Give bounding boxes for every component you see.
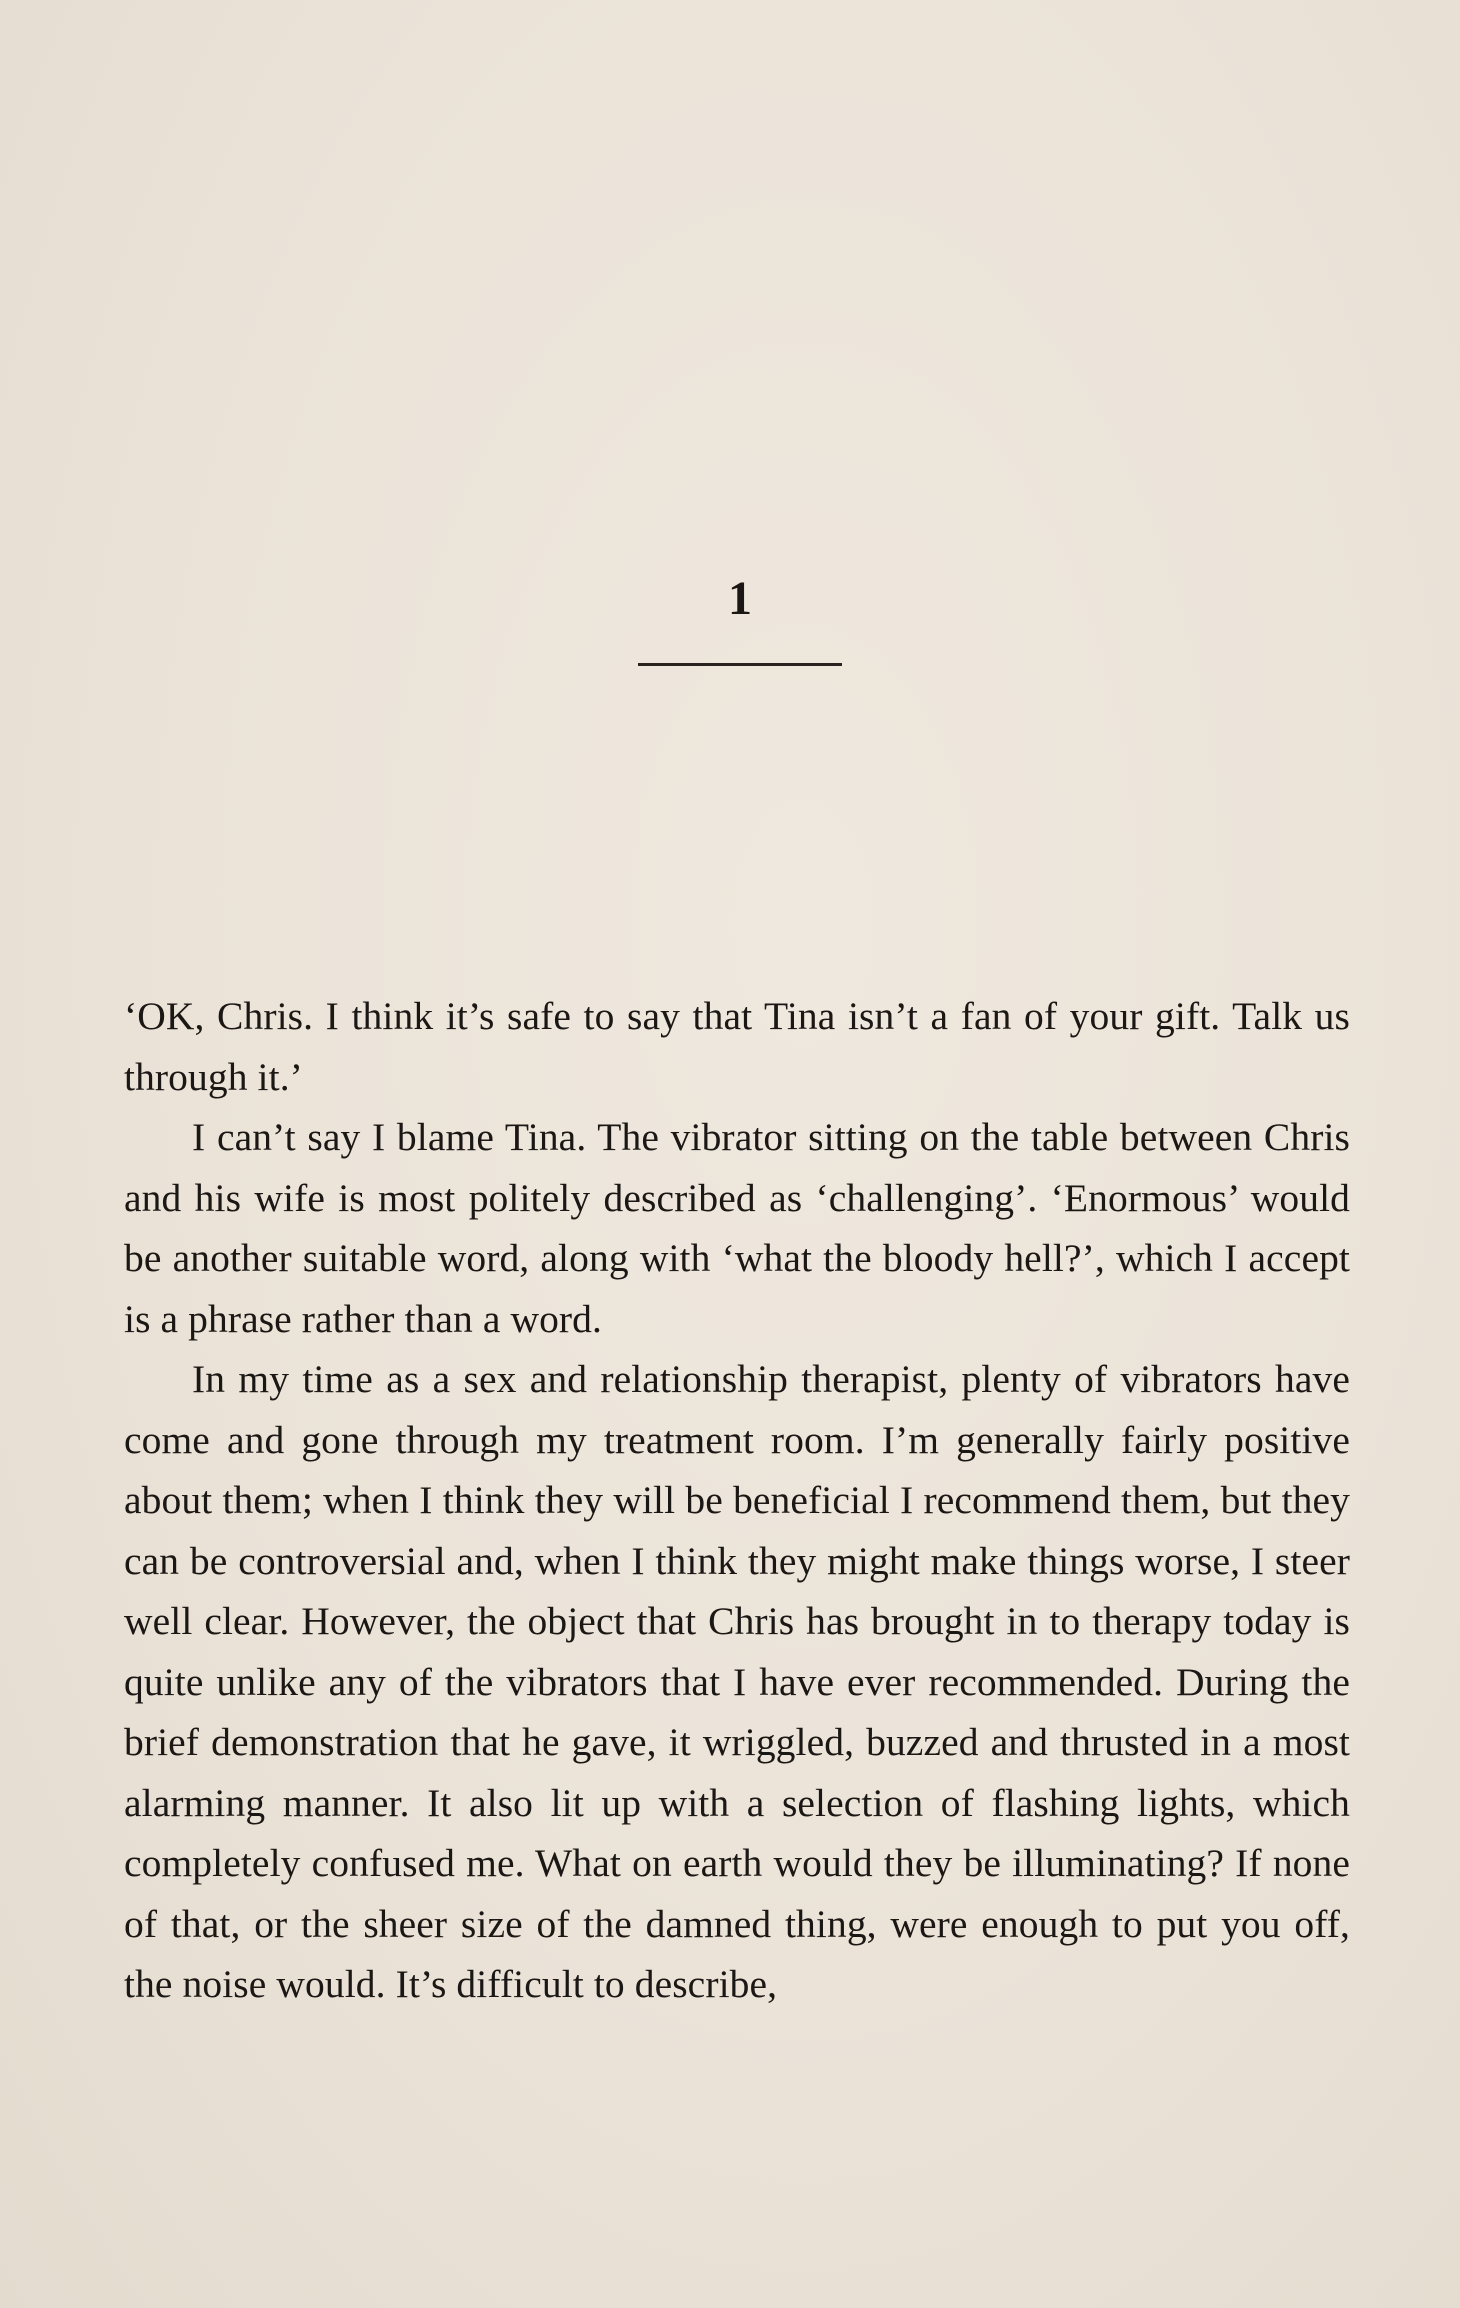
body-text (124, 986, 1350, 2015)
paragraph-1: ‘OK, Chris. I think it’s safe to say that Tina isn’t a fan of your gift. Talk us through it.’ (124, 994, 1350, 1099)
chapter-rule (638, 663, 842, 666)
chapter-number: 1 (728, 572, 752, 625)
paragraph-3: In my time as a sex and relationship therapist, plenty of vibrators have come and gone through my treatment room. I’m generally fairly positive about them; when I think they will be beneficial I recommend them, but they can be controversial and, when I think they might make things worse, I steer well clear. However, the object that Chris has brought in to therapy today is quite unlike any of the vibrators that I have ever recommended. During the brief demonstration that he gave, it wriggled, buzzed and thrusted in a most alarming manner. It also lit up with a selection of flashing lights, which completely confused me. What on earth would they be illuminating? If none of that, or the sheer size of the damned thing, were enough to put you off, the noise would. It’s difficult to describe, (124, 1357, 1350, 2006)
paragraph-2: I can’t say I blame Tina. The vibrator sitting on the table between Chris and his wife is most politely described as ‘challenging’. ‘Enormous’ would be another suitable word, along with ‘what the bloody hell?’, which I accept is a phrase rather than a word. (124, 1115, 1350, 1341)
